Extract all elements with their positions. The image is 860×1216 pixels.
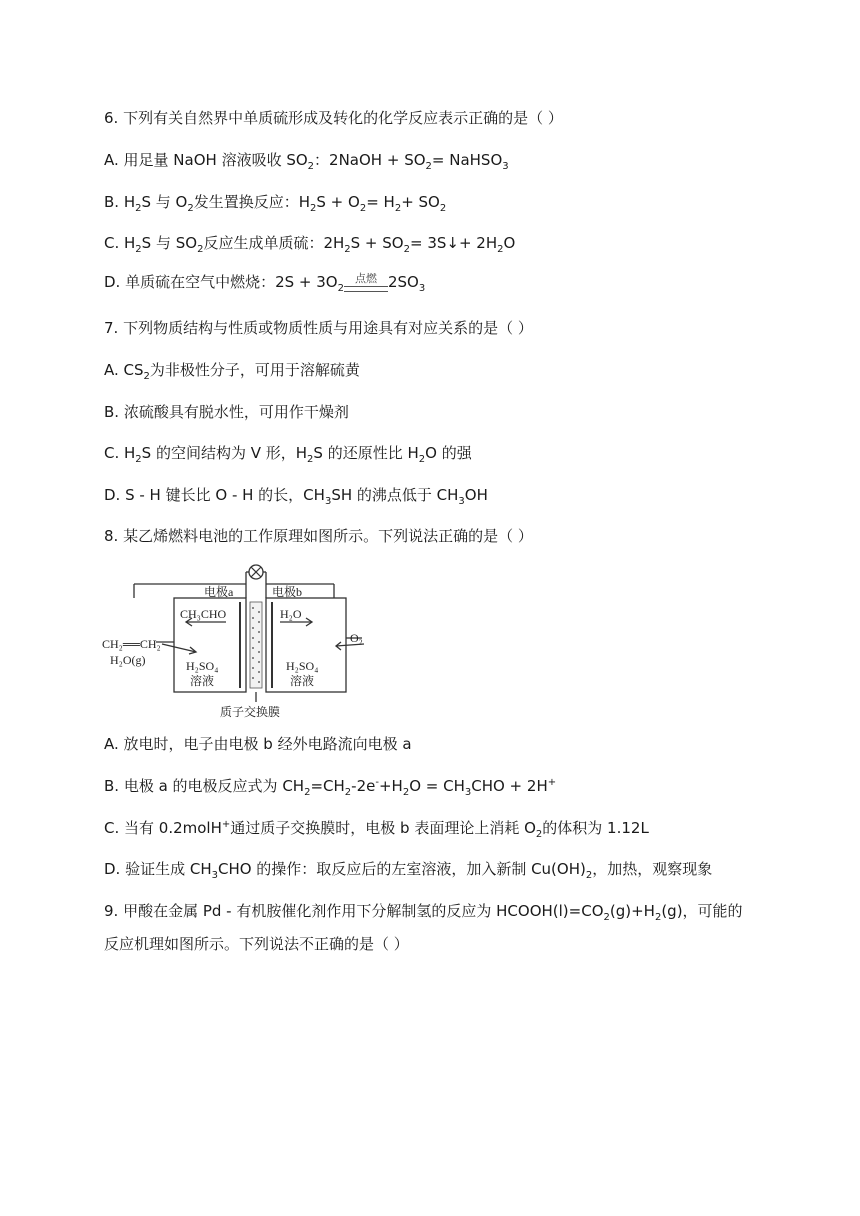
q8-stem: 8. 某乙烯燃料电池的工作原理如图所示。下列说法正确的是（ ） <box>104 527 533 545</box>
q6-option-b: B. $H_2S$ 与 $O_2$发生置换反应：$H_2S + O_2= H_2+ SO_2$ <box>104 193 447 214</box>
q7-option-a: A. $CS_2$为非极性分子，可用于溶解硫黄 <box>104 361 360 382</box>
q8-option-c: C. 当有 0.2molH+通过质子交换膜时，电极 b 表面理论上消耗 $O_2$的体积为 1.12L <box>104 819 649 840</box>
q6-option-d: D. 单质硫在空气中燃烧：$2S + 3O_2$ 点燃 $2SO_3$ <box>104 272 426 294</box>
proton-exchange-membrane <box>250 602 262 688</box>
oxygen-input-label: O₂ <box>350 631 363 645</box>
left-product-label: CH₃CHO <box>180 607 227 621</box>
reaction-condition-arrow: 点燃 <box>344 273 388 292</box>
q6-option-a: A. 用足量 NaOH 溶液吸收 $SO_2$：2NaOH + $SO_2=$ NaHSO$_3$ <box>104 151 509 172</box>
electrode-a-label: 电极a <box>204 585 234 599</box>
q9-stem-line-1: 9. 甲酸在金属 Pd - 有机胺催化剂作用下分解制氢的反应为 $HCOOH(l)=CO_2(g)+H_2(g)$，可能的 <box>104 902 743 923</box>
ethylene-input-label: CH₂══CH₂ <box>102 637 161 651</box>
water-vapor-input-label: H₂O(g) <box>110 653 146 667</box>
q7-option-c: C. $H_2S$ 的空间结构为 V 形，$H_2S$ 的还原性比 $H_2O$ 的强 <box>104 444 472 465</box>
membrane-label: 质子交换膜 <box>220 705 281 719</box>
q8-option-a: A. 放电时，电子由电极 b 经外电路流向电极 a <box>104 735 412 753</box>
left-solution-label: 溶液 <box>190 674 215 688</box>
q7-stem: 7. 下列物质结构与性质或物质性质与用途具有对应关系的是（ ） <box>104 319 533 337</box>
q8-option-b: B. 电极 a 的电极反应式为 $CH_2=CH_2-2e^-+H_2O = CH_3CHO + 2H^+$ <box>104 777 557 798</box>
fuel-cell-diagram <box>100 562 390 720</box>
q6-option-c: C. $H_2S$ 与 $SO_2$反应生成单质硫：$2H_2S + SO_2=$ 3S↓+ $2H_2O$ <box>104 234 516 255</box>
electrode-b-label: 电极b <box>272 585 303 599</box>
q9-stem-line-2: 反应机理如图所示。下列说法不正确的是（ ） <box>104 935 409 953</box>
q7-option-d: D. S - H 键长比 O - H 的长，$CH_3SH$ 的沸点低于 $CH_3OH$ <box>104 486 488 507</box>
left-electrolyte-label: H₂SO₄ <box>186 659 219 673</box>
q7-option-b: B. 浓硫酸具有脱水性，可用作干燥剂 <box>104 403 349 421</box>
right-electrolyte-label: H₂SO₄ <box>286 659 319 673</box>
q8-option-d: D. 验证生成 $CH_3CHO$ 的操作：取反应后的左室溶液，加入新制 $Cu(OH)_2$，加热，观察现象 <box>104 860 713 881</box>
q6-stem: 6. 下列有关自然界中单质硫形成及转化的化学反应表示正确的是（ ） <box>104 109 563 127</box>
right-product-label: H₂O <box>280 607 302 621</box>
right-solution-label: 溶液 <box>290 674 315 688</box>
